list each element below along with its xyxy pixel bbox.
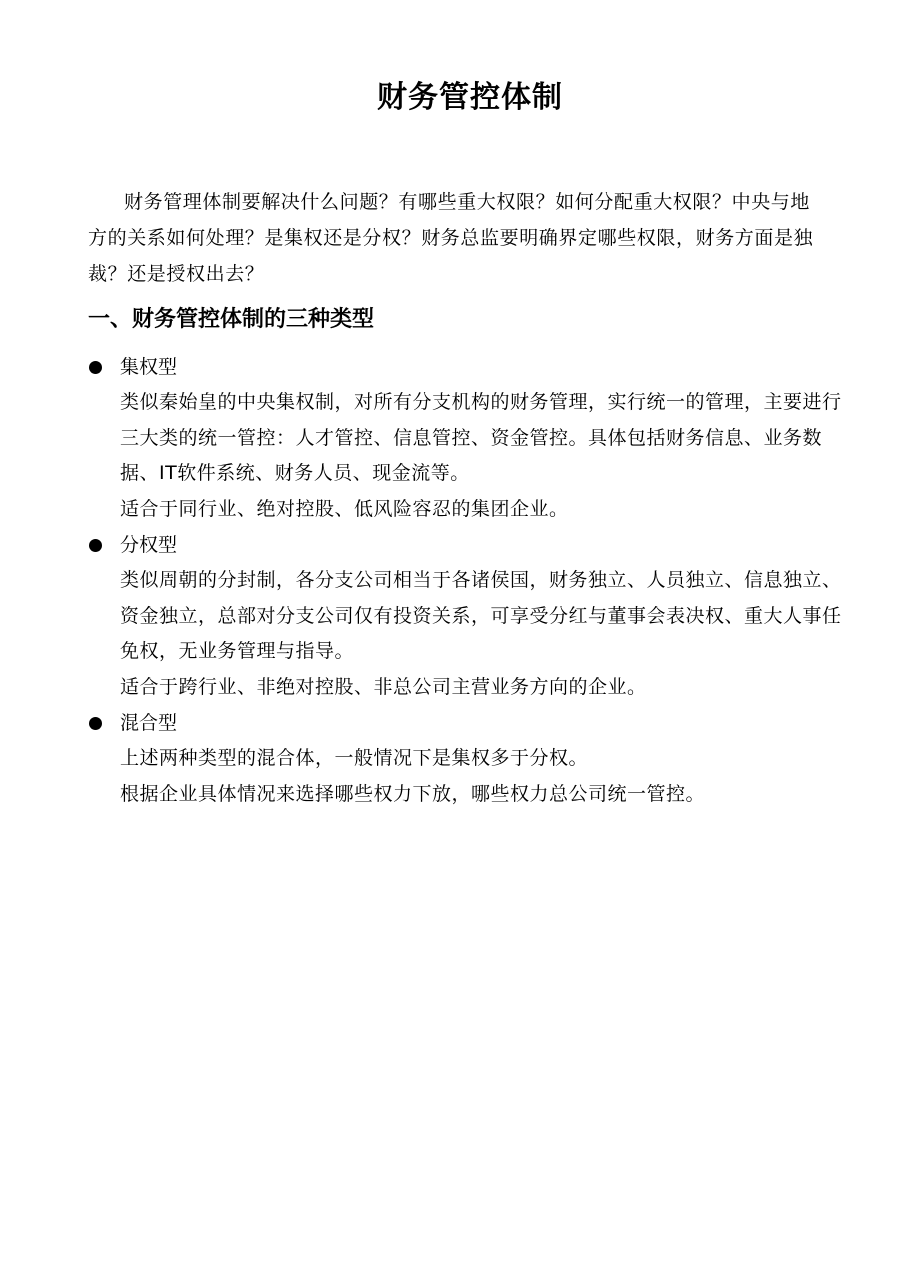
type-name: 集权型: [120, 356, 178, 378]
type-description: 类似秦始皇的中央集权制，对所有分支机构的财务管理，实行统一的管理，主要进行三大类的统一管控：人才管控、信息管控、资金管控。具体包括财务信息、业务数据、IT软件系统、财务人员、现金流等。: [120, 391, 842, 484]
bullet-icon: [89, 717, 102, 730]
type-body: [120, 385, 848, 527]
type-description: 上述两种类型的混合体，一般情况下是集权多于分权。: [120, 747, 589, 769]
type-name: 混合型: [120, 712, 178, 734]
type-heading: [88, 527, 848, 563]
list-item-hybrid: [88, 705, 848, 812]
section-heading: 一、财务管控体制的三种类型: [88, 307, 375, 332]
type-heading: [88, 349, 848, 385]
list-item-decentralized: [88, 527, 848, 705]
intro-paragraph: 财务管理体制要解决什么问题？有哪些重大权限？如何分配重大权限？中央与地方的关系如何处理？是集权还是分权？财务总监要明确界定哪些权限，财务方面是独裁？还是授权出去？: [88, 191, 814, 285]
type-suitability: 根据企业具体情况来选择哪些权力下放，哪些权力总公司统一管控。: [120, 782, 706, 805]
type-suitability: 适合于跨行业、非绝对控股、非总公司主营业务方向的企业。: [120, 675, 647, 698]
document-title: 财务管控体制: [377, 80, 563, 115]
list-item-centralized: [88, 349, 848, 527]
type-body: [120, 563, 848, 705]
type-heading: [88, 705, 848, 741]
type-suitability: 适合于同行业、绝对控股、低风险容忍的集团企业。: [120, 497, 569, 520]
type-name: 分权型: [120, 534, 178, 556]
type-description: 类似周朝的分封制，各分支公司相当于各诸侯国，财务独立、人员独立、信息独立、资金独立，总部对分支公司仅有投资关系，可享受分红与董事会表决权、重大人事任免权，无业务管理与指导。: [120, 569, 842, 662]
bullet-icon: [89, 539, 102, 552]
bullet-icon: [89, 361, 102, 374]
control-types-list: [88, 349, 848, 812]
type-body: [120, 741, 848, 812]
